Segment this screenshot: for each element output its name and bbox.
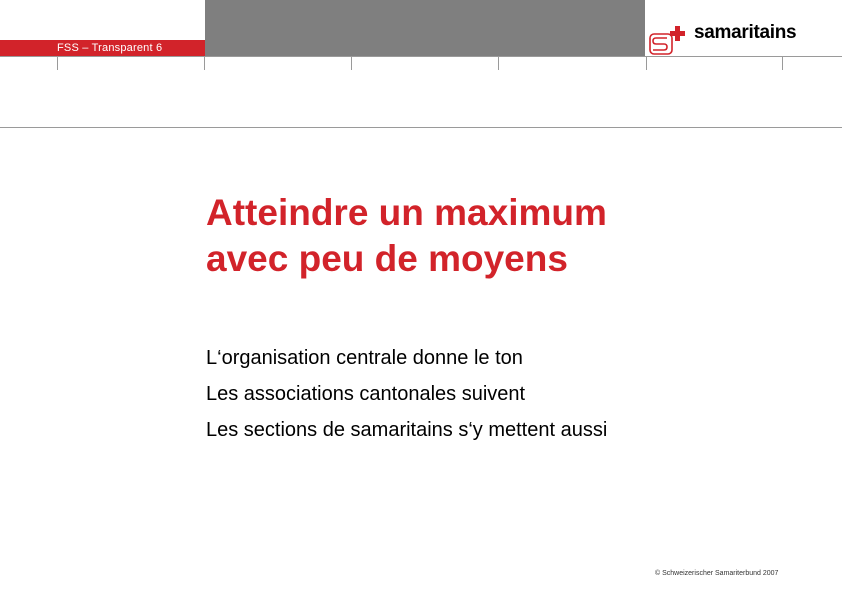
divider-tick [57,56,58,70]
divider-tick [646,56,647,70]
divider-tick [498,56,499,70]
logo-text: samaritains [694,22,797,43]
slide-label: FSS – Transparent 6 [57,42,163,54]
content-divider [0,127,842,128]
divider-tick [351,56,352,70]
slide-title [206,190,806,282]
list-item: Les sections de samaritains s‘y mettent aussi [206,419,608,441]
list-item: L‘organisation centrale donne le ton [206,347,523,369]
s-plus-cross-icon [648,22,692,56]
header-divider [0,56,842,57]
header-gray-bar [205,0,645,56]
divider-tick [204,56,205,70]
list-item: Les associations cantonales suivent [206,383,526,405]
copyright-text: © Schweizerischer Samariterbund 2007 [655,570,779,577]
title-line-1: Atteindre un maximum [206,192,607,233]
samaritains-logo [648,22,796,56]
bullet-list [206,340,826,448]
divider-tick [782,56,783,70]
title-line-2: avec peu de moyens [206,238,568,279]
